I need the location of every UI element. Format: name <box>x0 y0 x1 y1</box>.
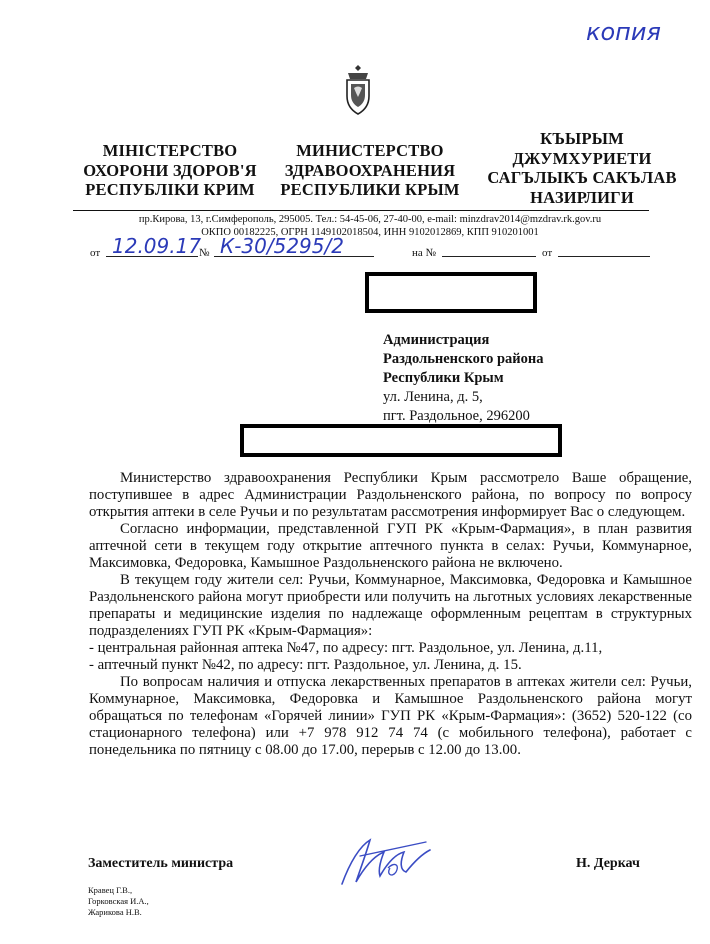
header-line: ОХОРОНИ ЗДОРОВ'Я <box>83 160 257 180</box>
signer-title: Заместитель министра <box>88 856 234 871</box>
reply-date-label: от <box>542 247 553 259</box>
paragraph: Согласно информации, представленной ГУП РК «Крым-Фармация», в план развития аптечной сети в текущем году открытие аптечного пункта в селах: Ручьи, Коммунарное, Максимовка, Федоровка, Камышное Раздольненского района не включено. <box>89 521 692 571</box>
executor-name: Жарикова Н.В. <box>88 907 142 917</box>
number-label: № <box>199 247 210 259</box>
addressee-block <box>383 331 543 426</box>
header-line: РЕСПУБЛІКИ КРИМ <box>85 180 255 199</box>
header-line: МІНІСТЕРСТВО <box>102 141 238 160</box>
executors-list <box>88 885 149 918</box>
addressee-line: Администрация <box>383 332 490 348</box>
header-line: НАЗИРЛИГИ <box>530 187 634 207</box>
header-line: САГЪЛЫКЪ САКЪЛАВ <box>487 168 677 187</box>
redaction-box <box>365 272 537 313</box>
addressee-line: Раздольненского района <box>383 351 544 367</box>
header-line: РЕСПУБЛИКИ КРЫМ <box>280 180 460 199</box>
addressee-line: пгт. Раздольное, 296200 <box>383 408 530 424</box>
header-line: КЪЫРЫМ <box>540 129 624 148</box>
header-divider <box>73 210 649 211</box>
outgoing-date: 12.09.17 <box>112 234 202 258</box>
paragraph-list-item: - центральная районная аптека №47, по адресу: пгт. Раздольное, ул. Ленина, д.11, <box>89 640 603 656</box>
date-label: от <box>90 247 101 259</box>
header-line: ДЖУМХУРИЕТИ <box>512 148 652 168</box>
header-ministry-russian <box>270 141 470 200</box>
executor-name: Горковская И.А., <box>88 896 149 906</box>
signer-name: Н. Деркач <box>576 856 640 871</box>
outgoing-reference <box>90 236 660 264</box>
handwritten-signature <box>330 832 440 892</box>
reply-date-underline <box>558 256 650 257</box>
executor-name: Кравец Г.В., <box>88 885 133 895</box>
header-line: МИНИСТЕРСТВО <box>296 141 444 160</box>
copy-annotation: копия <box>586 18 661 46</box>
paragraph-list-item: - аптечный пункт №42, по адресу: пгт. Раздольное, ул. Ленина, д. 15. <box>89 657 522 673</box>
addressee-line: ул. Ленина, д. 5, <box>383 389 483 405</box>
header-line: ЗДРАВООХРАНЕНИЯ <box>284 160 456 180</box>
paragraph: В текущем году жители сел: Ручьи, Коммунарное, Максимовка, Федоровка и Камышное Раздольненского района могут приобрести или получить на льготных условиях лекарственные препараты и медицинские изделия по надлежаще оформленным рецептам в структурных подразделениях ГУП РК «Крым-Фармация»: <box>89 572 692 639</box>
paragraph: По вопросам наличия и отпуска лекарственных препаратов в аптеках жители сел: Ручьи, Коммунарное, Максимовка, Федоровка и Камышное Раздольненского района могут обращаться по телефонам «Горячей линии» ГУП РК «Крым-Фармация»: (3652) 520-122 (со стационарного телефона) или +7 978 912 74 74 (с мобильного телефона), работает с понедельника по пятницу с 08.00 до 17.00, перерыв с 12.00 до 13.00. <box>89 674 692 758</box>
header-ministry-ukrainian <box>70 141 270 200</box>
contacts-address: пр.Кирова, 13, г.Симферополь, 295005. Тел.: 54-45-06, 27-40-00, e-mail: minzdrav2014@mzdrav.rk.gov.ru <box>138 214 602 225</box>
addressee-line: Республики Крым <box>383 370 504 386</box>
reply-number-underline <box>442 256 536 257</box>
contacts-registry-codes: ОКПО 00182225, ОГРН 1149102018504, ИНН 9102012869, КПП 910201001 <box>201 227 539 238</box>
paragraph: Министерство здравоохранения Республики Крым рассмотрело Ваше обращение, поступившее в адрес Администрации Раздольненского района, по вопросу по вопросу открытия аптеки в селе Ручьи и по результатам рассмотрения информирует Вас о следующем. <box>89 470 692 520</box>
header-ministry-crimean-tatar <box>482 129 682 207</box>
coat-of-arms-icon <box>343 64 373 118</box>
letter-body <box>89 470 692 759</box>
outgoing-number: К-30/5295/2 <box>220 234 344 258</box>
reply-number-label: на № <box>412 247 437 259</box>
redaction-box <box>240 424 562 457</box>
